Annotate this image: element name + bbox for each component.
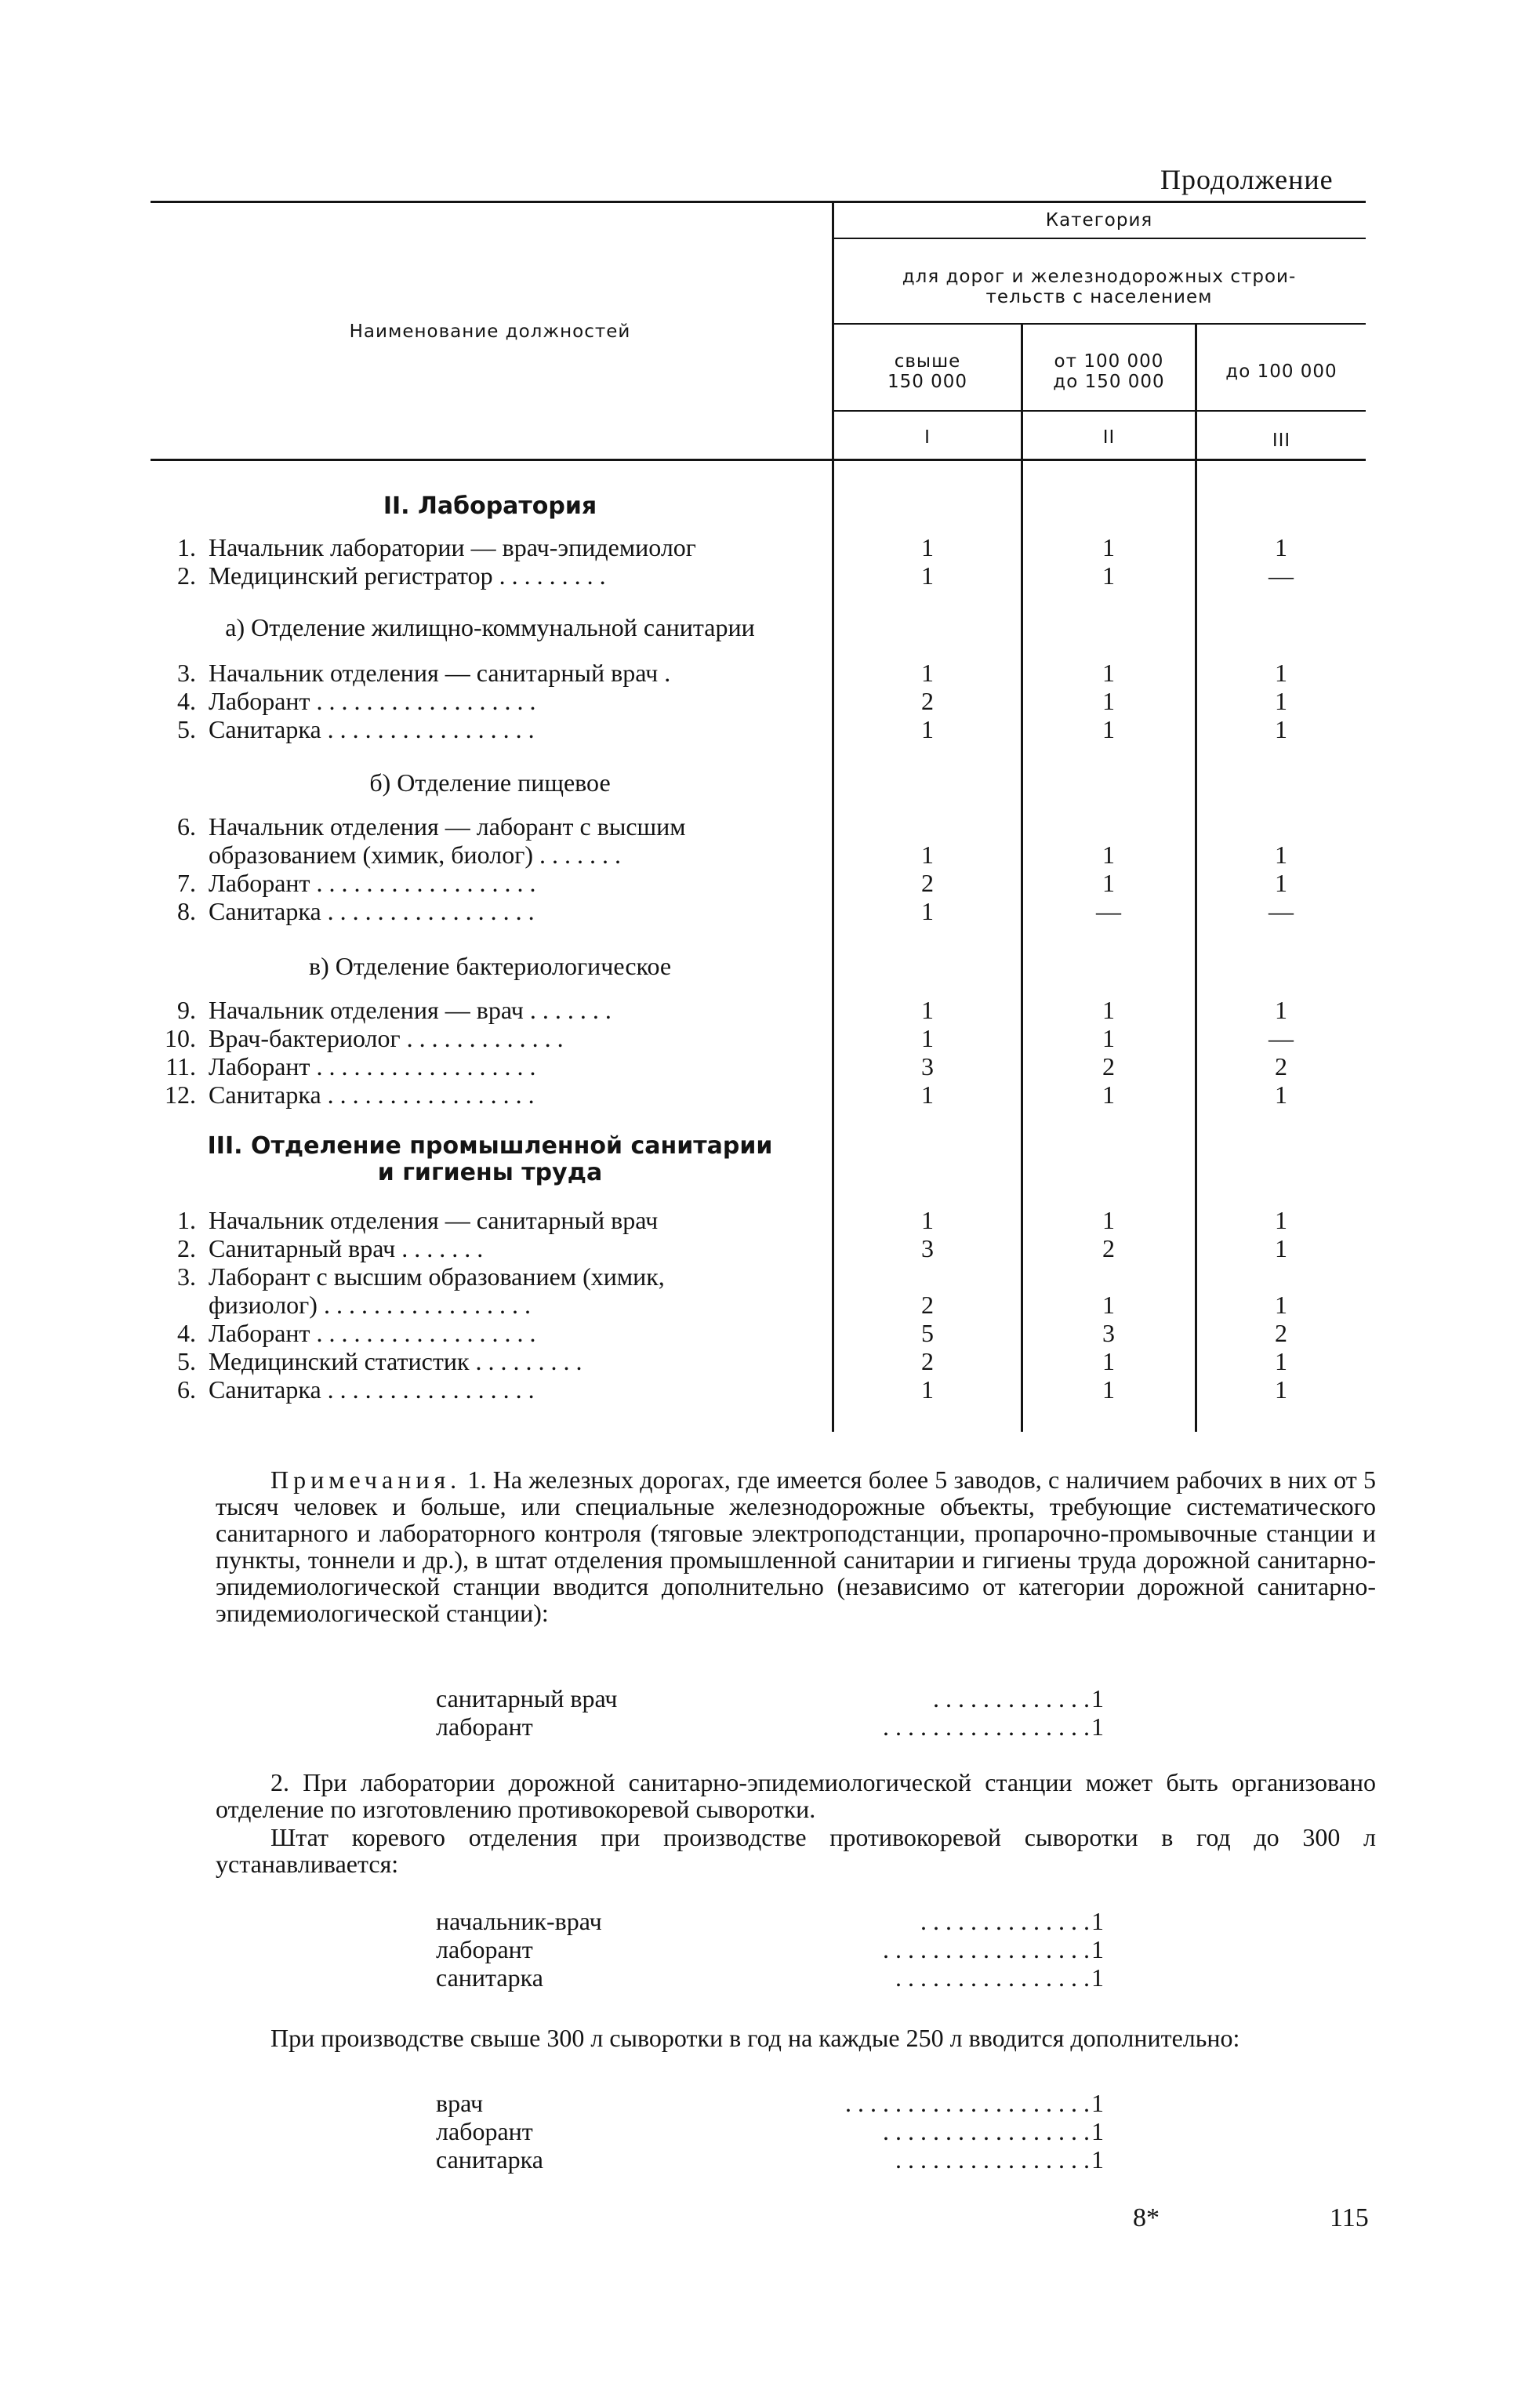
cell-category-2: 1 bbox=[1102, 561, 1115, 590]
category-header: Категория bbox=[1045, 210, 1153, 231]
row-position-name: Санитарка . . . . . . . . . . . . . . . . . bbox=[209, 715, 535, 743]
cell-category-2: 1 bbox=[1102, 1375, 1115, 1404]
cell-category-1: 3 bbox=[921, 1234, 934, 1262]
cell-category-3: — bbox=[1268, 561, 1294, 590]
cell-category-2: 1 bbox=[1102, 1206, 1115, 1234]
row-number: 9. bbox=[177, 996, 196, 1024]
cell-category-1: 2 bbox=[921, 869, 934, 897]
note-2b-text: Штат коревого отделения при производстве противокоревой сыворотки в год до 300 л устанавливается: bbox=[216, 1823, 1376, 1878]
row-position-name: Начальник лаборатории — врач-эпидемиолог bbox=[209, 533, 696, 561]
cell-category-3: 1 bbox=[1275, 869, 1287, 897]
col3-roman: III bbox=[1272, 430, 1291, 451]
cell-category-3: 1 bbox=[1275, 996, 1287, 1024]
table-subsection-title: а) Отделение жилищно-коммунальной санитарии bbox=[225, 613, 755, 641]
row-position-name: Лаборант . . . . . . . . . . . . . . . . . . bbox=[209, 869, 536, 897]
notes-paragraph-1 bbox=[216, 1466, 1376, 1626]
cell-category-3: 1 bbox=[1275, 533, 1287, 561]
category-rule bbox=[833, 238, 1366, 239]
row-number: 12. bbox=[165, 1081, 196, 1109]
column-header-rule bbox=[833, 410, 1366, 412]
row-number: 4. bbox=[177, 1319, 196, 1347]
staff-list-dots: . . . . . . . . . . . . . . bbox=[920, 1907, 1090, 1935]
cell-category-2: 3 bbox=[1102, 1319, 1115, 1347]
table-section-title: III. Отделение промышленной санитарии bbox=[207, 1132, 773, 1160]
row-position-name: Начальник отделения — лаборант с высшим bbox=[209, 812, 686, 841]
cell-category-2: 2 bbox=[1102, 1052, 1115, 1081]
staff-list-count: 1 bbox=[1091, 1963, 1104, 1992]
cell-category-2: 2 bbox=[1102, 1234, 1115, 1262]
staff-list-count: 1 bbox=[1091, 2089, 1104, 2117]
cell-category-3: 1 bbox=[1275, 1081, 1287, 1109]
row-position-name: Санитарный врач . . . . . . . bbox=[209, 1234, 484, 1262]
staff-list-dots: . . . . . . . . . . . . . . . . . bbox=[883, 2117, 1090, 2145]
row-position-name: Санитарка . . . . . . . . . . . . . . . . . bbox=[209, 1375, 535, 1404]
cell-category-2: 1 bbox=[1102, 1291, 1115, 1319]
cell-category-2: 1 bbox=[1102, 715, 1115, 743]
row-number: 6. bbox=[177, 1375, 196, 1404]
cell-category-1: 1 bbox=[921, 561, 934, 590]
cell-category-1: 1 bbox=[921, 533, 934, 561]
staff-list-count: 1 bbox=[1091, 2117, 1104, 2145]
table-subsection-title: б) Отделение пищевое bbox=[369, 768, 611, 797]
col1-header-line2: 150 000 bbox=[887, 372, 968, 392]
row-number: 11. bbox=[165, 1052, 196, 1081]
cell-category-1: 2 bbox=[921, 1347, 934, 1375]
row-number: 5. bbox=[177, 1347, 196, 1375]
staff-list-count: 1 bbox=[1091, 1684, 1104, 1712]
staff-list-name: санитарка bbox=[436, 2145, 543, 2174]
row-position-name: Лаборант . . . . . . . . . . . . . . . . . . bbox=[209, 687, 536, 715]
cell-category-3: — bbox=[1268, 897, 1294, 925]
row-position-name: Лаборант . . . . . . . . . . . . . . . . . . bbox=[209, 1052, 536, 1081]
staff-list-dots: . . . . . . . . . . . . . . . . . bbox=[883, 1935, 1090, 1963]
staff-list-dots: . . . . . . . . . . . . . . . . bbox=[895, 2145, 1090, 2174]
row-position-name: Начальник отделения — врач . . . . . . . bbox=[209, 996, 612, 1024]
cell-category-1: 1 bbox=[921, 996, 934, 1024]
staff-list-name: лаборант bbox=[436, 1712, 533, 1741]
row-position-name: Начальник отделения — санитарный врач bbox=[209, 1206, 659, 1234]
row-position-name: Санитарка . . . . . . . . . . . . . . . . . bbox=[209, 1081, 535, 1109]
cell-category-2: 1 bbox=[1102, 1347, 1115, 1375]
staff-list-name: лаборант bbox=[436, 1935, 533, 1963]
cell-category-3: 1 bbox=[1275, 841, 1287, 869]
staff-list-count: 1 bbox=[1091, 1907, 1104, 1935]
cell-category-1: 3 bbox=[921, 1052, 934, 1081]
cell-category-1: 2 bbox=[921, 687, 934, 715]
row-number: 3. bbox=[177, 659, 196, 687]
table-vline-3 bbox=[1195, 323, 1197, 1432]
cell-category-3: — bbox=[1268, 1024, 1294, 1052]
cell-category-3: 2 bbox=[1275, 1319, 1287, 1347]
col2-roman: II bbox=[1102, 427, 1116, 448]
row-position-name: Лаборант с высшим образованием (химик, bbox=[209, 1262, 665, 1291]
page-number: 115 bbox=[1330, 2203, 1369, 2232]
row-number: 6. bbox=[177, 812, 196, 841]
cell-category-2: 1 bbox=[1102, 659, 1115, 687]
col1-header-line1: свыше bbox=[894, 351, 961, 372]
cell-category-3: 2 bbox=[1275, 1052, 1287, 1081]
table-vline-2 bbox=[1021, 323, 1023, 1432]
table-section-title: и гигиены труда bbox=[377, 1159, 603, 1186]
cell-category-2: 1 bbox=[1102, 996, 1115, 1024]
row-number: 5. bbox=[177, 715, 196, 743]
table-subsection-title: в) Отделение бактериологическое bbox=[308, 952, 672, 980]
row-position-name: Медицинский регистратор . . . . . . . . . bbox=[209, 561, 606, 590]
cell-category-1: 5 bbox=[921, 1319, 934, 1347]
cell-category-2: 1 bbox=[1102, 687, 1115, 715]
staff-list-name: лаборант bbox=[436, 2117, 533, 2145]
row-position-name: Лаборант . . . . . . . . . . . . . . . . . . bbox=[209, 1319, 536, 1347]
row-position-name: Начальник отделения — санитарный врач . bbox=[209, 659, 671, 687]
cell-category-3: 1 bbox=[1275, 1375, 1287, 1404]
staff-list-name: начальник-врач bbox=[436, 1907, 602, 1935]
continuation-label: Продолжение bbox=[1160, 164, 1334, 195]
col2-header-line1: от 100 000 bbox=[1054, 351, 1164, 372]
row-number: 1. bbox=[177, 1206, 196, 1234]
subgroup-header-line1: для дорог и железнодорожных строи- bbox=[902, 267, 1297, 287]
cell-category-1: 1 bbox=[921, 1024, 934, 1052]
row-number: 2. bbox=[177, 1234, 196, 1262]
cell-category-1: 1 bbox=[921, 1206, 934, 1234]
row-position-name: образованием (химик, биолог) . . . . . . . bbox=[209, 841, 621, 869]
staff-list-count: 1 bbox=[1091, 1712, 1104, 1741]
row-position-name: физиолог) . . . . . . . . . . . . . . . . . bbox=[209, 1291, 531, 1319]
cell-category-1: 1 bbox=[921, 897, 934, 925]
note-3-text: При производстве свыше 300 л сыворотки в год на каждые 250 л вводится дополнительно: bbox=[270, 2024, 1240, 2052]
name-column-header: Наименование должностей bbox=[349, 321, 631, 342]
staff-list-dots: . . . . . . . . . . . . . . . . . bbox=[883, 1712, 1090, 1741]
col3-header-line1: до 100 000 bbox=[1225, 361, 1337, 382]
note-1-text: 1. На железных дорогах, где имеется более 5 заводов, с наличием рабочих в них от 5 тысяч человек и больше, или специальные железнодорожные объекты, требующие систематического санитарного и лабораторного контроля (тяговые электроподстанции, пропарочно-промывочные станции и пункты, тоннели и др.), в штат отделения промышленной санитарии и гигиены труда дорожной санитарно-эпидемиологической станции вводится дополнительно (независимо от категории дорожной санитарно-эпидемиологической станции): bbox=[216, 1466, 1377, 1627]
note-2-text: 2. При лаборатории дорожной санитарно-эпидемиологической станции может быть организовано отделение по изготовлению противокоревой сыворотки. bbox=[216, 1768, 1376, 1823]
table-top-rule bbox=[151, 201, 1366, 203]
cell-category-1: 1 bbox=[921, 715, 934, 743]
col1-roman: I bbox=[924, 427, 931, 448]
cell-category-1: 1 bbox=[921, 1375, 934, 1404]
cell-category-1: 1 bbox=[921, 1081, 934, 1109]
staff-list-dots: . . . . . . . . . . . . . . . . . . . . bbox=[845, 2089, 1090, 2117]
row-number: 1. bbox=[177, 533, 196, 561]
row-number: 3. bbox=[177, 1262, 196, 1291]
cell-category-2: 1 bbox=[1102, 869, 1115, 897]
staff-list-dots: . . . . . . . . . . . . . . . . bbox=[895, 1963, 1090, 1992]
cell-category-1: 2 bbox=[921, 1291, 934, 1319]
staff-list-name: врач bbox=[436, 2089, 484, 2117]
table-section-title: II. Лаборатория bbox=[383, 492, 597, 520]
row-number: 10. bbox=[165, 1024, 196, 1052]
staff-list-count: 1 bbox=[1091, 2145, 1104, 2174]
cell-category-2: 1 bbox=[1102, 841, 1115, 869]
cell-category-3: 1 bbox=[1275, 1206, 1287, 1234]
cell-category-2: 1 bbox=[1102, 1024, 1115, 1052]
cell-category-2: — bbox=[1096, 897, 1121, 925]
cell-category-3: 1 bbox=[1275, 659, 1287, 687]
row-position-name: Санитарка . . . . . . . . . . . . . . . . . bbox=[209, 897, 535, 925]
cell-category-3: 1 bbox=[1275, 715, 1287, 743]
cell-category-2: 1 bbox=[1102, 1081, 1115, 1109]
cell-category-2: 1 bbox=[1102, 533, 1115, 561]
cell-category-3: 1 bbox=[1275, 687, 1287, 715]
col2-header-line2: до 150 000 bbox=[1053, 372, 1165, 392]
cell-category-3: 1 bbox=[1275, 1234, 1287, 1262]
staff-list-dots: . . . . . . . . . . . . . bbox=[933, 1684, 1090, 1712]
header-bottom-rule bbox=[151, 459, 1366, 461]
staff-list-count: 1 bbox=[1091, 1935, 1104, 1963]
signature-mark: 8* bbox=[1133, 2203, 1160, 2232]
subgroup-header-line2: тельств с населением bbox=[985, 287, 1213, 307]
cell-category-3: 1 bbox=[1275, 1347, 1287, 1375]
row-position-name: Медицинский статистик . . . . . . . . . bbox=[209, 1347, 583, 1375]
staff-list-name: санитарка bbox=[436, 1963, 543, 1992]
row-number: 2. bbox=[177, 561, 196, 590]
row-position-name: Врач-бактериолог . . . . . . . . . . . . . bbox=[209, 1024, 564, 1052]
cell-category-1: 1 bbox=[921, 841, 934, 869]
row-number: 8. bbox=[177, 897, 196, 925]
cell-category-1: 1 bbox=[921, 659, 934, 687]
staff-list-name: санитарный врач bbox=[436, 1684, 618, 1712]
row-number: 7. bbox=[177, 869, 196, 897]
cell-category-3: 1 bbox=[1275, 1291, 1287, 1319]
subgroup-rule bbox=[833, 323, 1366, 325]
row-number: 4. bbox=[177, 687, 196, 715]
notes-label: Примечания. bbox=[270, 1466, 462, 1494]
